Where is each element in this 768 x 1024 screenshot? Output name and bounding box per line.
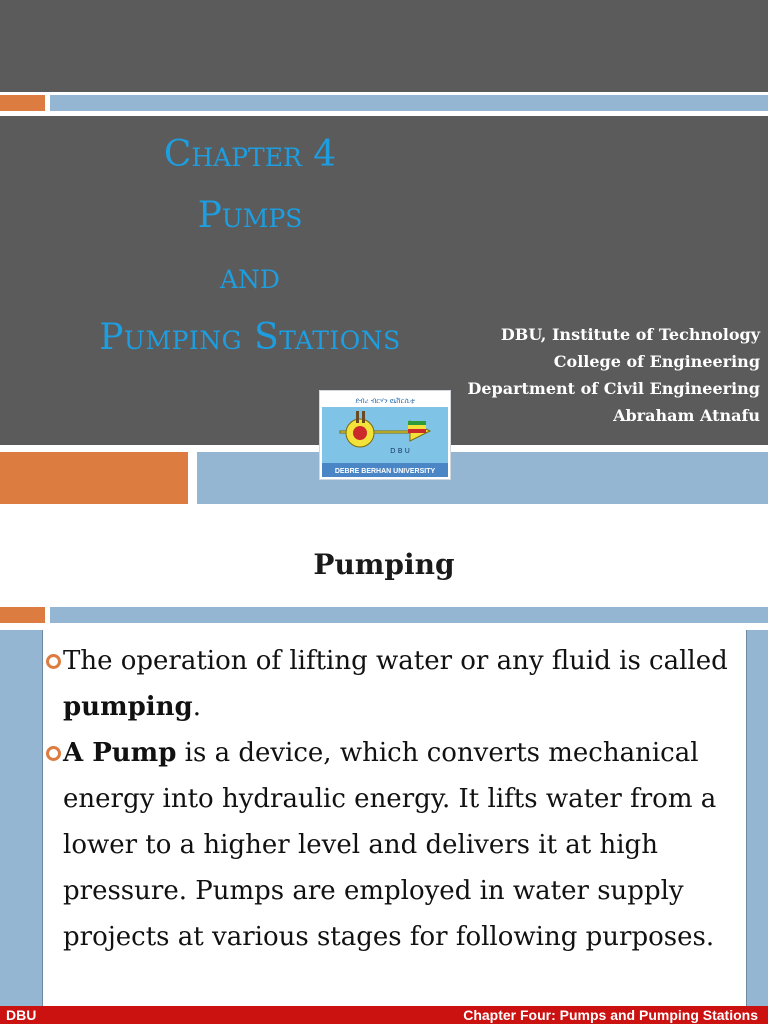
bullet-icon: [46, 746, 61, 761]
svg-text:DEBRE BERHAN UNIVERSITY: DEBRE BERHAN UNIVERSITY: [334, 468, 436, 475]
title-slide: [0, 0, 768, 505]
footer-right: Chapter Four: Pumps and Pumping Stations: [463, 1007, 758, 1023]
title-line-4: Pumping Stations: [99, 317, 401, 358]
info-department: Department of Civil Engineering: [467, 379, 760, 398]
blue-bottom-block: [197, 452, 768, 504]
slide-heading: Pumping: [313, 548, 455, 581]
university-logo: [319, 390, 451, 480]
bullet1-bold: pumping: [63, 692, 193, 722]
bullet-list: [44, 638, 756, 960]
title-line-2: Pumps: [197, 195, 303, 236]
bullet-item-2: [44, 730, 756, 960]
bullet1-text: The operation of lifting water or any fluid is called: [63, 646, 728, 676]
title-line-3: and: [220, 256, 280, 297]
bullet2-text: is a device, which converts mechanical energy into hydraulic energy. It lifts water from a lower to a higher level and delivers it at high pressure. Pumps are employed in water supply projects at various stages for following purposes.: [63, 738, 717, 952]
info-author: Abraham Atnafu: [613, 406, 760, 425]
info-institute: DBU, Institute of Technology: [500, 325, 760, 344]
content-slide: [0, 505, 768, 1024]
bullet-item-1: [44, 638, 756, 730]
orange-bottom-block: [0, 452, 188, 504]
bullet-icon: [46, 654, 61, 669]
svg-text:D B U: D B U: [390, 447, 410, 455]
author-info: [467, 321, 760, 429]
footer-left: DBU: [6, 1007, 37, 1023]
info-college: College of Engineering: [553, 352, 760, 371]
bullet2-bold: A Pump: [63, 738, 177, 768]
footer-bar: [0, 1006, 768, 1024]
dbu-logo-icon: [320, 391, 450, 479]
bullet1-end: .: [192, 692, 201, 722]
title-line-1: Chapter 4: [163, 134, 337, 175]
left-side-bar: [0, 630, 43, 1008]
blue-accent-bar: [50, 95, 768, 111]
blue-accent-bar: [50, 607, 768, 623]
slide-title: [40, 124, 460, 368]
top-gray-band: [0, 0, 768, 92]
svg-text:ደብረ ብርሃን ዩኒቨርሲቲ: ደብረ ብርሃን ዩኒቨርሲቲ: [355, 397, 415, 405]
orange-accent-bar: [0, 95, 45, 111]
orange-accent-bar: [0, 607, 45, 623]
